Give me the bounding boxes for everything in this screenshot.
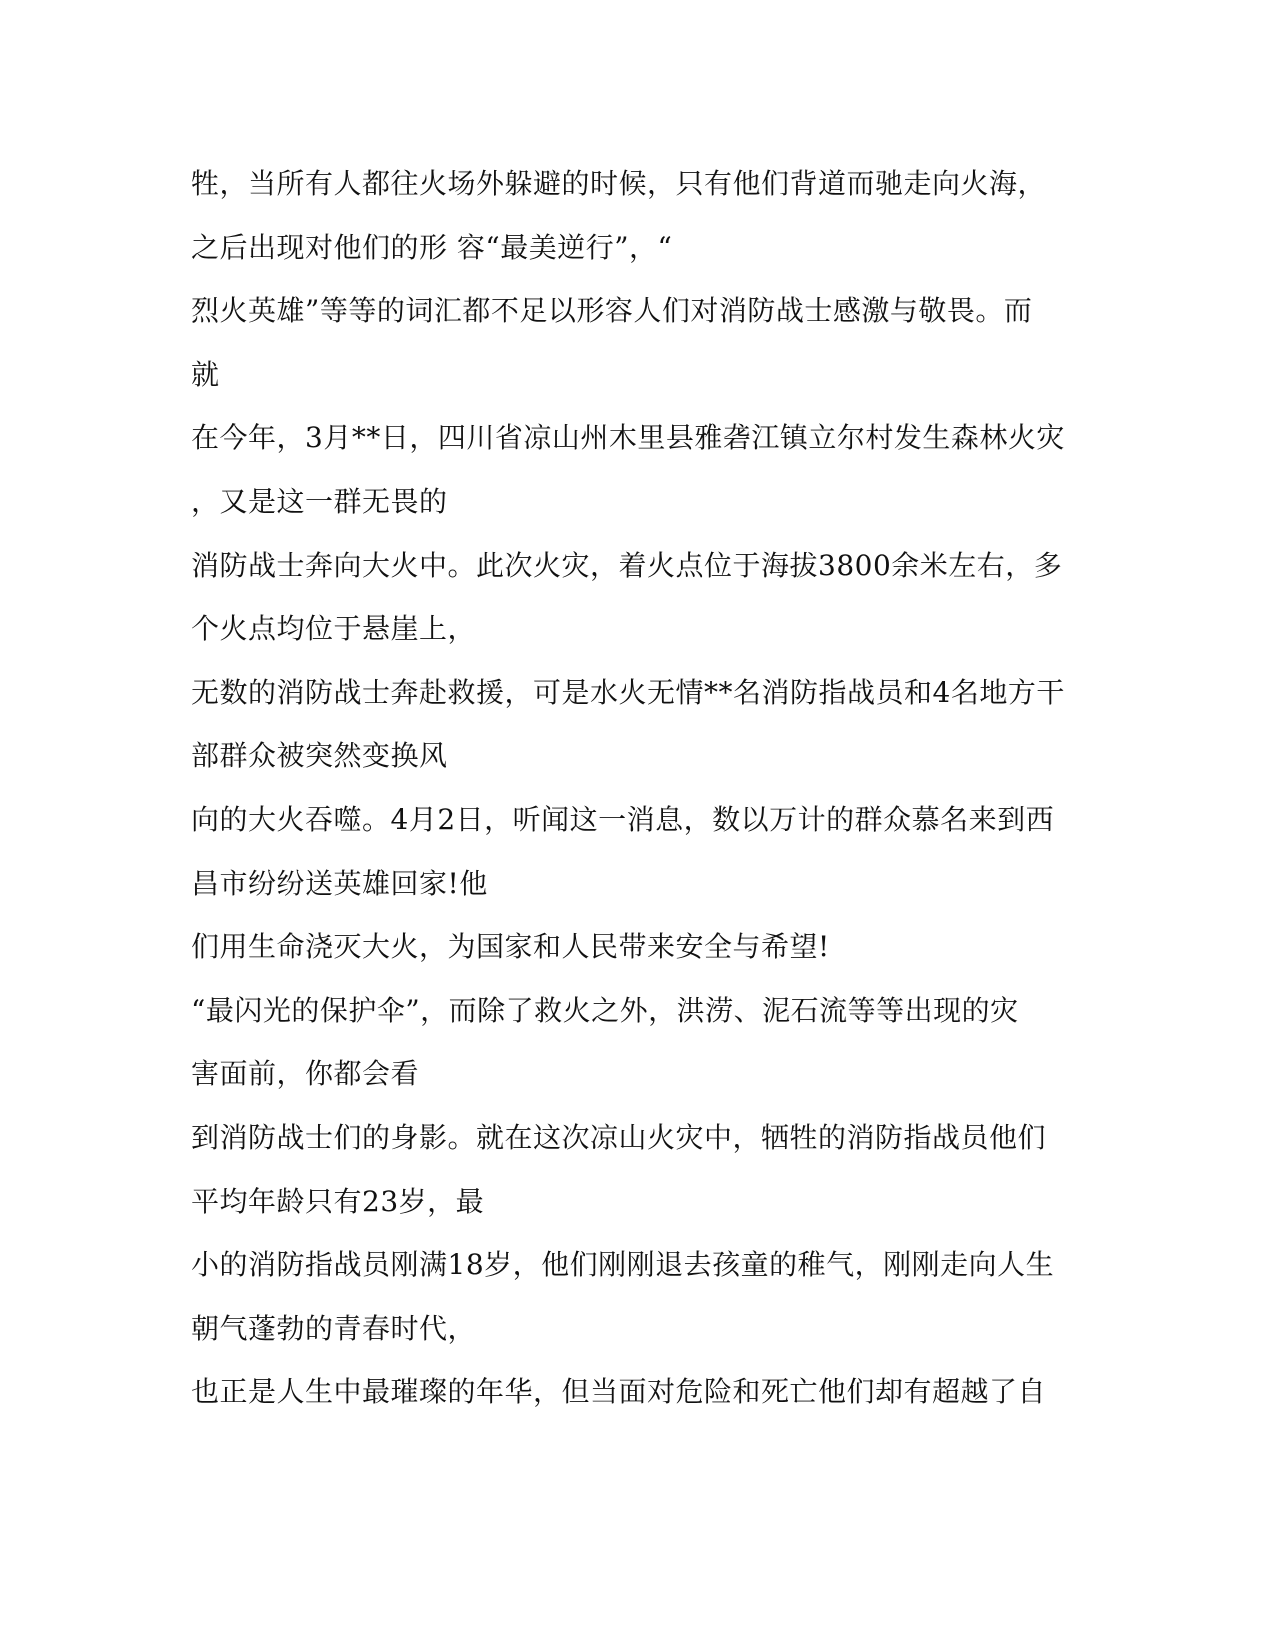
text-line: 之后出现对他们的形 容“最美逆行”，“ [191,230,673,264]
text-line: 无数的消防战士奔赴救援，可是水火无情**名消防指战员和4名地方干 [191,675,1065,709]
text-line: 平均年龄只有23岁，最 [191,1184,485,1218]
text-line: 部群众被突然变换风 [191,739,448,773]
text-line: 小的消防指战员刚满18岁，他们刚刚退去孩童的稚气，刚刚走向人生 [191,1248,1055,1282]
text-line: “最闪光的保护伞”，而除了救火之外，洪涝、泥石流等等出现的灾 [191,993,1019,1027]
text-line: 害面前，你都会看 [191,1057,420,1091]
text-line: 就 [191,357,220,391]
text-line: 个火点均位于悬崖上， [191,612,477,646]
text-line: 们用生命浇灭大火，为国家和人民带来安全与希望! [191,930,830,964]
text-line: 牲，当所有人都往火场外躲避的时候，只有他们背道而驰走向火海， [191,167,1047,200]
text-line: 消防战士奔向大火中。此次火灾，着火点位于海拔3800余米左右，多 [191,548,1063,582]
text-line: 在今年，3月**日，四川省凉山州木里县雅砻江镇立尔村发生森林火灾 [191,421,1065,455]
text-line: 向的大火吞噬。4月2日，听闻这一消息，数以万计的群众慕名来到西 [191,802,1055,836]
text-line: 烈火英雄”等等的词汇都不足以形容人们对消防战士感激与敬畏。而 [191,294,1033,328]
text-line: 到消防战士们的身影。就在这次凉山火灾中，牺牲的消防指战员他们 [191,1120,1047,1154]
text-line: 昌市纷纷送英雄回家!他 [191,866,488,900]
body-text [191,152,1091,1424]
text-line: 朝气蓬勃的青春时代， [191,1311,477,1345]
text-line: 也正是人生中最璀璨的年华，但当面对危险和死亡他们却有超越了自 [191,1375,1047,1409]
text-line: ，又是这一群无畏的 [191,484,448,518]
